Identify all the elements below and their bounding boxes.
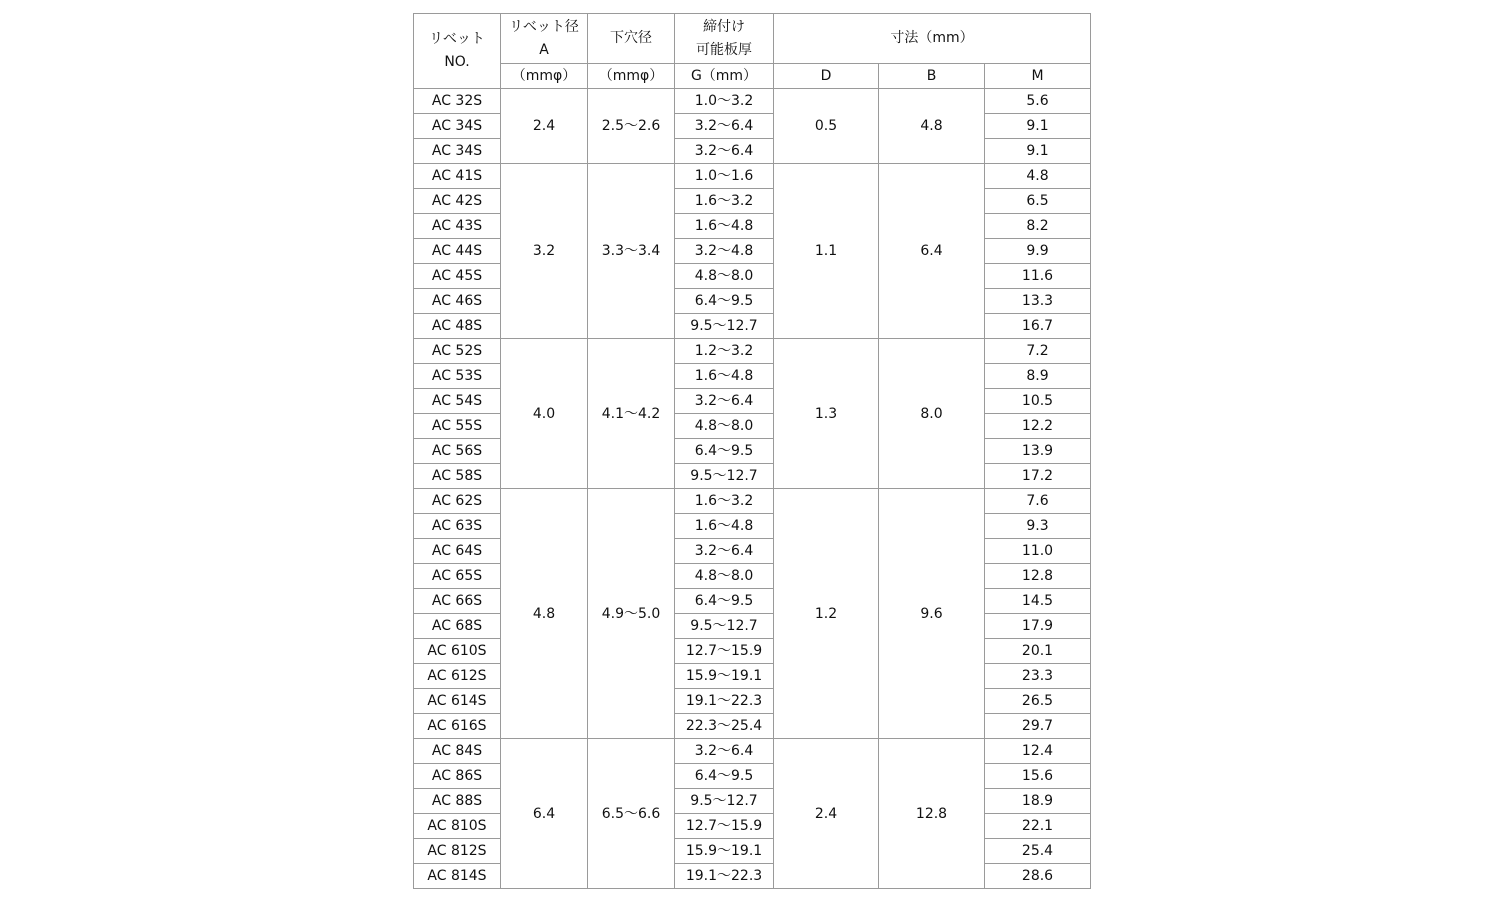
grip-range-cell: 6.4〜9.5 [675, 289, 774, 314]
dim-b-cell: 12.8 [879, 739, 985, 889]
grip-range-cell: 22.3〜25.4 [675, 714, 774, 739]
rivet-no-cell: AC 48S [414, 314, 501, 339]
grip-range-cell: 9.5〜12.7 [675, 614, 774, 639]
dim-m-cell: 11.0 [985, 539, 1091, 564]
dim-d-cell: 2.4 [774, 739, 879, 889]
dim-m-cell: 8.2 [985, 214, 1091, 239]
table-row [414, 164, 1091, 189]
dim-m-cell: 17.9 [985, 614, 1091, 639]
grip-range-cell: 15.9〜19.1 [675, 664, 774, 689]
rivet-no-cell: AC 614S [414, 689, 501, 714]
rivet-no-cell: AC 810S [414, 814, 501, 839]
dim-m-cell: 11.6 [985, 264, 1091, 289]
dim-m-cell: 9.3 [985, 514, 1091, 539]
dim-m-cell: 25.4 [985, 839, 1091, 864]
grip-range-cell: 1.2〜3.2 [675, 339, 774, 364]
dim-m-cell: 5.6 [985, 89, 1091, 114]
header-m: M [985, 64, 1091, 89]
rivet-dia-cell: 3.2 [501, 164, 588, 339]
dim-m-cell: 26.5 [985, 689, 1091, 714]
hole-dia-cell: 4.9〜5.0 [588, 489, 675, 739]
header-hole-dia: 下穴径 [588, 14, 675, 64]
grip-range-cell: 1.6〜4.8 [675, 364, 774, 389]
dim-m-cell: 8.9 [985, 364, 1091, 389]
dim-m-cell: 6.5 [985, 189, 1091, 214]
rivet-no-cell: AC 43S [414, 214, 501, 239]
dim-m-cell: 9.9 [985, 239, 1091, 264]
grip-range-cell: 15.9〜19.1 [675, 839, 774, 864]
grip-range-cell: 19.1〜22.3 [675, 689, 774, 714]
grip-range-cell: 6.4〜9.5 [675, 439, 774, 464]
dim-m-cell: 17.2 [985, 464, 1091, 489]
rivet-no-cell: AC 52S [414, 339, 501, 364]
rivet-no-cell: AC 65S [414, 564, 501, 589]
rivet-no-cell: AC 84S [414, 739, 501, 764]
dim-m-cell: 29.7 [985, 714, 1091, 739]
dim-m-cell: 18.9 [985, 789, 1091, 814]
rivet-no-cell: AC 56S [414, 439, 501, 464]
rivet-no-cell: AC 53S [414, 364, 501, 389]
rivet-no-cell: AC 34S [414, 139, 501, 164]
grip-range-cell: 6.4〜9.5 [675, 589, 774, 614]
rivet-no-cell: AC 55S [414, 414, 501, 439]
rivet-no-cell: AC 88S [414, 789, 501, 814]
rivet-no-cell: AC 32S [414, 89, 501, 114]
dim-m-cell: 14.5 [985, 589, 1091, 614]
dim-b-cell: 6.4 [879, 164, 985, 339]
hole-dia-cell: 2.5〜2.6 [588, 89, 675, 164]
grip-range-cell: 1.6〜3.2 [675, 489, 774, 514]
header-hole-dia-unit: （mmφ） [588, 64, 675, 89]
rivet-no-cell: AC 34S [414, 114, 501, 139]
grip-range-cell: 3.2〜6.4 [675, 389, 774, 414]
table-row [414, 739, 1091, 764]
header-row-2 [414, 64, 1091, 89]
rivet-dia-cell: 6.4 [501, 739, 588, 889]
header-grip: 締付け 可能板厚 [675, 14, 774, 64]
rivet-no-cell: AC 68S [414, 614, 501, 639]
grip-range-cell: 3.2〜6.4 [675, 114, 774, 139]
rivet-no-cell: AC 58S [414, 464, 501, 489]
header-grip-unit: G（mm） [675, 64, 774, 89]
rivet-spec-table [413, 13, 1091, 889]
grip-range-cell: 4.8〜8.0 [675, 564, 774, 589]
table-row [414, 489, 1091, 514]
hole-dia-cell: 4.1〜4.2 [588, 339, 675, 489]
rivet-dia-cell: 2.4 [501, 89, 588, 164]
dim-d-cell: 1.2 [774, 489, 879, 739]
rivet-no-cell: AC 66S [414, 589, 501, 614]
rivet-no-cell: AC 54S [414, 389, 501, 414]
rivet-no-cell: AC 612S [414, 664, 501, 689]
dim-b-cell: 9.6 [879, 489, 985, 739]
rivet-dia-cell: 4.0 [501, 339, 588, 489]
rivet-no-cell: AC 63S [414, 514, 501, 539]
rivet-no-cell: AC 44S [414, 239, 501, 264]
header-row-1 [414, 14, 1091, 64]
table-body [414, 89, 1091, 889]
dim-b-cell: 4.8 [879, 89, 985, 164]
header-dims: 寸法（mm） [774, 14, 1091, 64]
header-rivet-dia-unit: （mmφ） [501, 64, 588, 89]
rivet-no-cell: AC 62S [414, 489, 501, 514]
grip-range-cell: 1.6〜4.8 [675, 214, 774, 239]
dim-m-cell: 22.1 [985, 814, 1091, 839]
dim-m-cell: 20.1 [985, 639, 1091, 664]
rivet-no-cell: AC 41S [414, 164, 501, 189]
dim-b-cell: 8.0 [879, 339, 985, 489]
rivet-no-cell: AC 610S [414, 639, 501, 664]
grip-range-cell: 9.5〜12.7 [675, 314, 774, 339]
grip-range-cell: 6.4〜9.5 [675, 764, 774, 789]
dim-m-cell: 28.6 [985, 864, 1091, 889]
grip-range-cell: 12.7〜15.9 [675, 639, 774, 664]
dim-m-cell: 9.1 [985, 139, 1091, 164]
dim-m-cell: 12.2 [985, 414, 1091, 439]
grip-range-cell: 4.8〜8.0 [675, 264, 774, 289]
rivet-no-cell: AC 616S [414, 714, 501, 739]
dim-m-cell: 23.3 [985, 664, 1091, 689]
dim-d-cell: 0.5 [774, 89, 879, 164]
grip-range-cell: 19.1〜22.3 [675, 864, 774, 889]
grip-range-cell: 1.6〜3.2 [675, 189, 774, 214]
grip-range-cell: 1.6〜4.8 [675, 514, 774, 539]
grip-range-cell: 1.0〜1.6 [675, 164, 774, 189]
grip-range-cell: 3.2〜6.4 [675, 739, 774, 764]
dim-m-cell: 12.4 [985, 739, 1091, 764]
dim-m-cell: 16.7 [985, 314, 1091, 339]
header-rivet-dia: リベット径 A [501, 14, 588, 64]
dim-m-cell: 7.6 [985, 489, 1091, 514]
dim-m-cell: 7.2 [985, 339, 1091, 364]
grip-range-cell: 3.2〜6.4 [675, 139, 774, 164]
table-row [414, 89, 1091, 114]
rivet-no-cell: AC 64S [414, 539, 501, 564]
grip-range-cell: 9.5〜12.7 [675, 464, 774, 489]
hole-dia-cell: 6.5〜6.6 [588, 739, 675, 889]
grip-range-cell: 3.2〜6.4 [675, 539, 774, 564]
dim-m-cell: 13.3 [985, 289, 1091, 314]
hole-dia-cell: 3.3〜3.4 [588, 164, 675, 339]
header-rivet-no: リベット NO. [414, 14, 501, 89]
dim-m-cell: 12.8 [985, 564, 1091, 589]
grip-range-cell: 3.2〜4.8 [675, 239, 774, 264]
rivet-no-cell: AC 86S [414, 764, 501, 789]
header-b: B [879, 64, 985, 89]
dim-m-cell: 10.5 [985, 389, 1091, 414]
grip-range-cell: 4.8〜8.0 [675, 414, 774, 439]
dim-m-cell: 15.6 [985, 764, 1091, 789]
dim-m-cell: 13.9 [985, 439, 1091, 464]
rivet-no-cell: AC 42S [414, 189, 501, 214]
rivet-no-cell: AC 46S [414, 289, 501, 314]
dim-m-cell: 4.8 [985, 164, 1091, 189]
dim-d-cell: 1.3 [774, 339, 879, 489]
rivet-no-cell: AC 45S [414, 264, 501, 289]
dim-m-cell: 9.1 [985, 114, 1091, 139]
header-d: D [774, 64, 879, 89]
grip-range-cell: 12.7〜15.9 [675, 814, 774, 839]
rivet-no-cell: AC 814S [414, 864, 501, 889]
dim-d-cell: 1.1 [774, 164, 879, 339]
table-row [414, 339, 1091, 364]
grip-range-cell: 1.0〜3.2 [675, 89, 774, 114]
grip-range-cell: 9.5〜12.7 [675, 789, 774, 814]
rivet-dia-cell: 4.8 [501, 489, 588, 739]
rivet-no-cell: AC 812S [414, 839, 501, 864]
